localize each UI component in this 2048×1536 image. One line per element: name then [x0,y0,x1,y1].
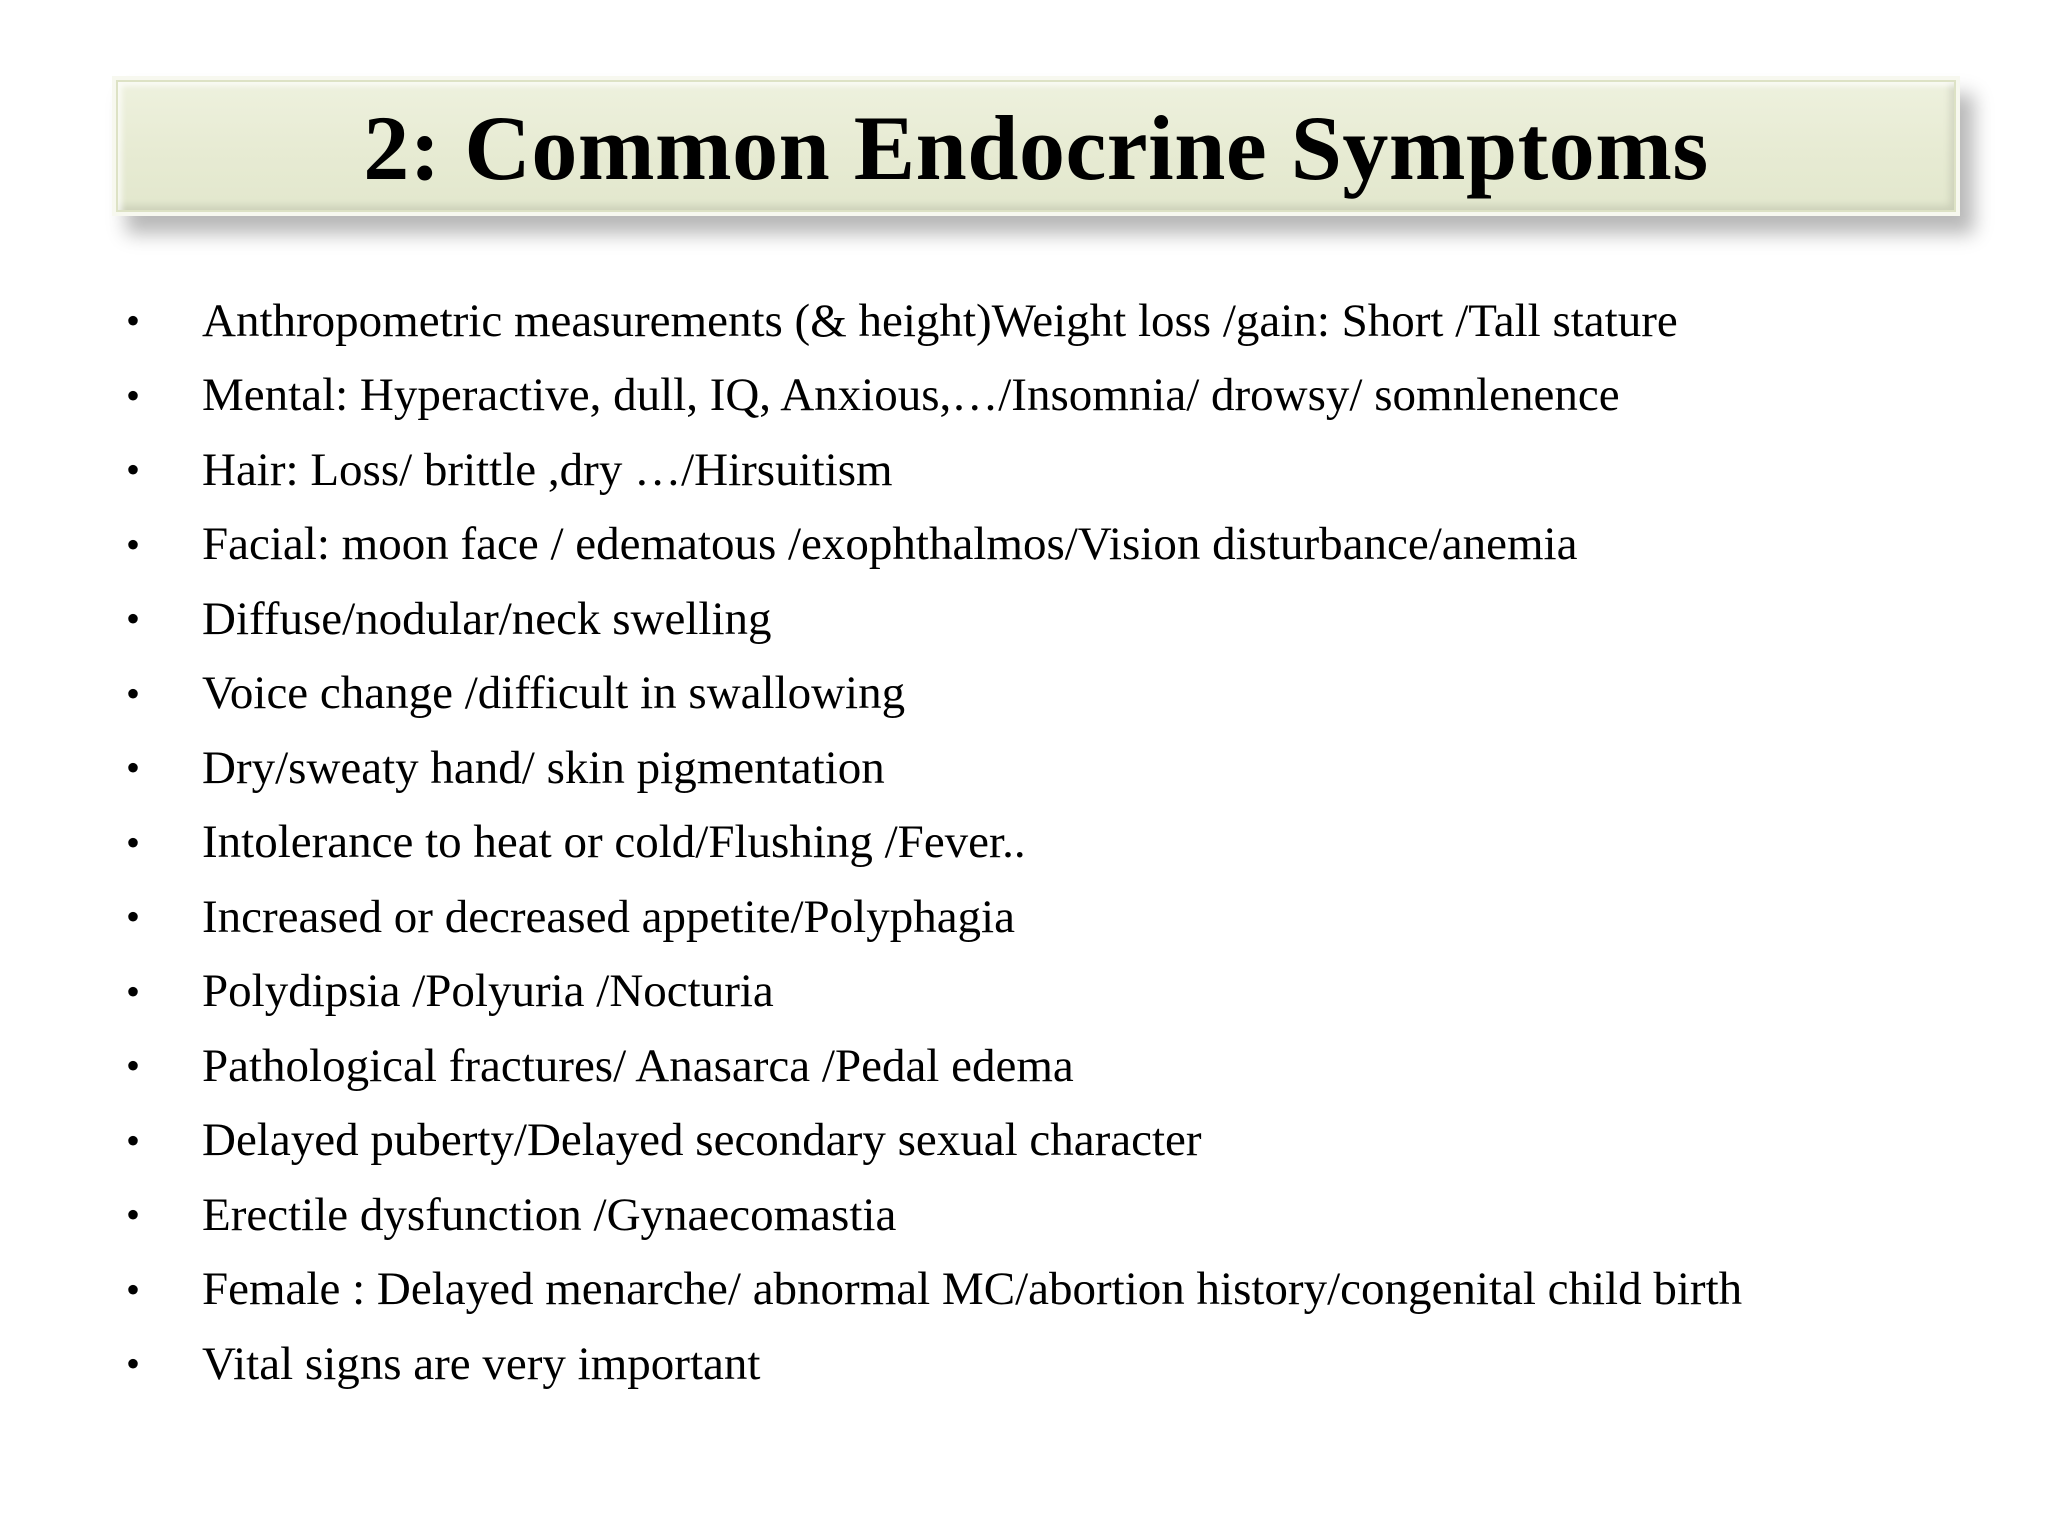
bullet-icon: • [125,894,140,940]
list-item-text: Increased or decreased appetite/Polyphagia [202,890,1015,943]
list-item [118,1178,1998,1253]
bullet-icon: • [125,372,140,418]
list-item-text: Polydipsia /Polyuria /Nocturia [202,965,774,1018]
list-item [118,284,1998,359]
list-item [118,433,1998,508]
list-item-text: Hair: Loss/ brittle ,dry …/Hirsuitism [202,443,893,496]
list-item [118,731,1998,806]
list-item [118,508,1998,583]
list-item [118,880,1998,955]
list-item-text: Vital signs are very important [202,1337,761,1390]
bullet-icon: • [125,1192,140,1238]
bullet-icon: • [125,819,140,865]
list-item [118,806,1998,881]
bullet-icon: • [125,521,140,567]
list-item-text: Dry/sweaty hand/ skin pigmentation [202,741,885,794]
list-item-text: Erectile dysfunction /Gynaecomastia [202,1188,897,1241]
list-item-text: Pathological fractures/ Anasarca /Pedal edema [202,1039,1074,1092]
bullet-icon: • [125,596,140,642]
list-item-text: Intolerance to heat or cold/Flushing /Fever.. [202,816,1026,869]
bullet-icon: • [125,968,140,1014]
list-item [118,657,1998,732]
bullet-icon: • [125,745,140,791]
list-item-text: Mental: Hyperactive, dull, IQ, Anxious,…/Insomnia/ drowsy/ somnlenence [202,369,1620,422]
slide-title: 2: Common Endocrine Symptoms [363,97,1709,199]
bullet-icon: • [125,670,140,716]
list-item-text: Facial: moon face / edematous /exophthalmos/Vision disturbance/anemia [202,518,1578,571]
title-banner [112,76,1960,216]
bullet-icon: • [125,1117,140,1163]
bullet-icon: • [125,298,140,344]
list-item-text: Anthropometric measurements (& height)Weight loss /gain: Short /Tall stature [202,294,1678,347]
list-item [118,1104,1998,1179]
bullet-icon: • [125,447,140,493]
symptom-list [118,284,1998,1402]
list-item [118,955,1998,1030]
list-item-text: Female : Delayed menarche/ abnormal MC/abortion history/congenital child birth [202,1263,1743,1316]
list-item-text: Delayed puberty/Delayed secondary sexual character [202,1114,1202,1167]
bullet-icon: • [125,1266,140,1312]
list-item [118,582,1998,657]
list-item-text: Voice change /difficult in swallowing [202,667,906,720]
bullet-icon: • [125,1341,140,1387]
bullet-icon: • [125,1043,140,1089]
list-item-text: Diffuse/nodular/neck swelling [202,592,772,645]
list-item [118,1327,1998,1402]
list-item [118,359,1998,434]
list-item [118,1253,1998,1328]
list-item [118,1029,1998,1104]
